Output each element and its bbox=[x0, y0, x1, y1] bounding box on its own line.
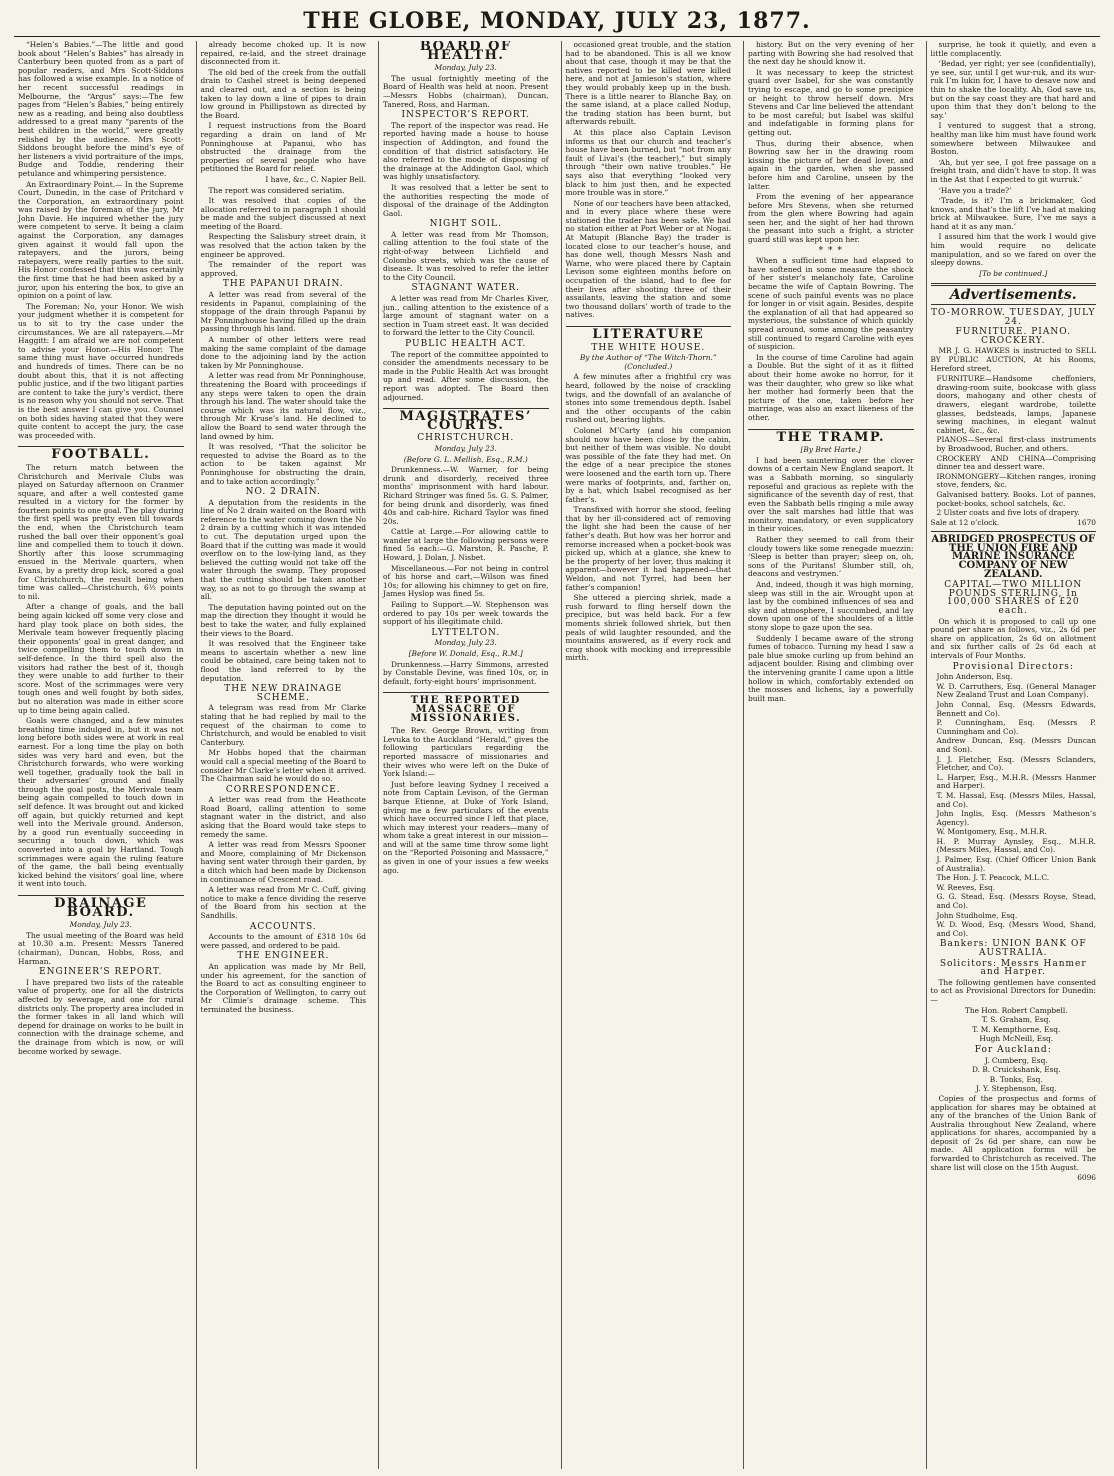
article-paragraph: A letter was read from Messrs Spooner and Moore, complaining of Mr Dickenson having sent water through their garden, by a ditch which had been made by Dickenson in continuance of Crescent road. bbox=[200, 840, 366, 884]
article-paragraph: A letter was read from Mr Charles Kiver, jun., calling attention to the existence of a large amount of stagnant water on a section in Tuam street east. It was decided to forward the letter to the City Council. bbox=[383, 294, 549, 338]
article-paragraph: The report of the inspector was read. He reported having made a house to house inspection of Addington, and found the condition of that district satisfactory. He also referred to the mode of disposing of the drainage at the Addington Gaol, which was highly unsatisfactory. bbox=[383, 120, 549, 182]
article-paragraph: surprise, he took it quietly, and even a little complacently. bbox=[930, 41, 1096, 58]
article-paragraph: Rather they seemed to call from their cloudy towers like some renegade muezzin: ‘Sleep is better than prayer; sleep on, oh, sons of the Puritans! Slumber still, oh, deacons and vestrymen.’ bbox=[748, 535, 914, 579]
subheading: PUBLIC HEALTH ACT. bbox=[405, 339, 527, 349]
columns bbox=[14, 41, 1100, 1469]
article-paragraph: ‘Have you a trade?’ bbox=[938, 185, 1012, 195]
directors-heading: Provisional Directors: bbox=[952, 661, 1074, 672]
article-paragraph: already become choked up. It is now repaired, re-laid, and the street drainage disconnected from it. bbox=[200, 41, 366, 67]
director: John Connal, Esq. (Messrs Edwards, Bennett and Co). bbox=[936, 699, 1096, 718]
article-paragraph: Accounts to the amount of £318 10s 6d were passed, and ordered to be paid. bbox=[200, 932, 366, 950]
article-paragraph: In the course of time Caroline had again a Double. But the sight of it as it flitted about their home awoke no horror, for it was their daughter, who grew so like what her mother had formerly been that the picture of the one, taken before her marriage, was also an exact likeness of the other. bbox=[748, 352, 914, 422]
auckland-director: J. Cumberg, Esq. bbox=[984, 1055, 1048, 1065]
literature-heading: LITERATURE bbox=[566, 326, 732, 340]
drainage-board-heading: DRAINAGE BOARD. bbox=[18, 895, 184, 917]
dateline: [Before W. Donald, Esq., R.M.] bbox=[408, 649, 523, 658]
article-paragraph: ‘Ah, but yer see, I got free passage on a freight train, and didn’t have to stop. It was in the Ast that I expected to git wurruk.’ bbox=[930, 157, 1096, 184]
divider bbox=[931, 283, 1097, 286]
subheading: NIGHT SOIL. bbox=[429, 219, 502, 230]
dunedin-director: Hugh McNeill, Esq. bbox=[979, 1034, 1054, 1044]
masthead: THE GLOBE, MONDAY, JULY 23, 1877. bbox=[14, 6, 1100, 37]
article-paragraph: Miscellaneous.—For not being in control of his horse and cart,—Wilson was fined 10s; for allowing his chimney to get on fire, James Hyslop was fined 5s. bbox=[383, 563, 549, 599]
director: John Studholme, Esq. bbox=[936, 910, 1018, 920]
article-paragraph: A letter was read from Mr C. Cuff, giving notice to make a fence dividing the reserve of the Board from his section at the Sandhills. bbox=[200, 885, 366, 920]
article-paragraph: I request instructions from the Board regarding a drain on land of Mr Ponninghouse at Papanui, who has obstructed the drainage from the properties of several people who have petitioned the Board for relief. bbox=[200, 121, 366, 174]
director: H. P. Murray Aynsley, Esq., M.H.R. (Messrs Miles, Hassal, and Co). bbox=[936, 836, 1096, 855]
subheading: ACCOUNTS. bbox=[249, 921, 317, 932]
story-author: [By Bret Harte.] bbox=[800, 445, 861, 455]
director: Andrew Duncan, Esq. (Messrs Duncan and Son). bbox=[936, 736, 1096, 754]
dateline: Monday, July 23. bbox=[69, 920, 132, 930]
dateline: (Before G. L. Mellish, Esq., R.M.) bbox=[403, 454, 528, 464]
auckland-director: B. Tonks, Esq. bbox=[989, 1074, 1043, 1084]
article-paragraph: From the evening of her appearance before Mrs Stevens, when she returned from the glen where Bowring had again seen her, and the sight of her had thrown the peasant into such a fright, a stricter guard still was kept upon her. bbox=[748, 192, 914, 245]
subheading: ENGINEER’S REPORT. bbox=[39, 967, 163, 978]
column-4 bbox=[561, 41, 736, 1469]
divider bbox=[931, 304, 1097, 305]
subheading: THE ENGINEER. bbox=[237, 951, 330, 962]
ad-lot: FURNITURE—Handsome cheffoniers, drawing-room suite, bookcase with glass doors, mahogany and other chests of drawers, elegant wardrobe, toilette glasses, bedsteads, lamps, Japanese sewing machines, in elegant walnut cabinet, &c., &c. bbox=[936, 374, 1096, 435]
divider bbox=[931, 531, 1097, 532]
article-paragraph: The report was considered seriatim. bbox=[208, 185, 345, 195]
article-paragraph: The remainder of the report was approved. bbox=[200, 260, 366, 278]
director: John Inglis, Esq. (Messrs Matheson’s Agency). bbox=[936, 809, 1096, 827]
article-paragraph: The usual fortnightly meeting of the Board of Health was held at noon. Present—Messrs Hobbs (chairman), Duncan, Tanered, Ross, and Harman. bbox=[383, 73, 549, 109]
article-paragraph: An Extraordinary Point.— In the Supreme Court, Dunedin, in the case of Pritchard v the Corporation, an extraordinary point was raised by the foreman of the jury, Mr John Davie. He inquired whether the jury were competent to serve. It being a claim against the Corporation, any damages given against it would fall upon the ratepayers, and the jurors, being ratepayers, were really parties to the suit. His Honor confessed that this was certainly the first time that he had been asked by a juror, upon his entering the box, to give an opinion on a point of law. bbox=[18, 179, 184, 301]
story-title: THE WHITE HOUSE. bbox=[591, 342, 706, 353]
column-2 bbox=[196, 41, 371, 1469]
article-paragraph: I have prepared two lists of the rateable value of property, one for all the districts affected by sewerage, and one for rural districts only. The property area included in the former takes in all land which will depend for drainage on works to be built in connection with the drainage scheme, and the drainage from which is now, or will become worked by sewage. bbox=[18, 977, 184, 1056]
article-paragraph: And, indeed, though it was high morning, sleep was still in the air. Wrought upon at last by the combined influences of sea and sky and atmosphere, I succumbed, and lay down upon one of the shoulders of a little stony slope to gaze upon the sea. bbox=[748, 580, 914, 632]
column-5 bbox=[743, 41, 918, 1469]
subheading: STAGNANT WATER. bbox=[411, 283, 520, 294]
dunedin-director: The Hon. Robert Campbell. bbox=[964, 1005, 1068, 1015]
football-heading: FOOTBALL. bbox=[18, 446, 184, 460]
ad-lot: Galvanised battery. Books. Lot of pannes, pocket-books, school satchels, &c. bbox=[936, 489, 1096, 508]
article-paragraph: I had been sauntering over the clover downs of a certain New England seaport. It was a Sabbath morning, so singularly reposeful and gracious as replete with the significance of the seventh day of rest, that even the Sabbath bells ringing a mile away over the salt marshes had little that was monitory, mandatory, or even supplicatory in their voices. bbox=[748, 455, 914, 534]
magistrates-courts-heading: MAGISTRATES’ COURTS. bbox=[383, 408, 549, 430]
article-paragraph: An application was made by Mr Bell, under his agreement, for the sanction of the Board to act as consulting engineer to the Corporation of Wellington, to carry out Mr Climie’s drainage scheme. This terminated the business. bbox=[200, 961, 366, 1014]
story-author: By the Author of “The Witch-Thorn.” (Concluded.) bbox=[579, 353, 717, 371]
auckland-director: J. Y. Stephenson, Esq. bbox=[975, 1084, 1057, 1094]
article-paragraph: “Helen’s Babies.”—The little and good book about “Helen’s Babies” has already in Canterbury been quoted from as a part of popular readers, and Mrs Scott-Siddons has followed a wise example. In a notice of her recent successful readings in Melbourne, the “Argus” says:—The few pages from “Helen’s Babies,” being entirely new as a reading, and being also doubtless addressed to a great many “parents of the best children in the world,” were greatly relished by the audience. Mrs Scott-Siddons brought before the mind’s eye of her listeners a vivid portraiture of the imps, Budge and Toddie, rendering their petulance and whimpering persistence. bbox=[18, 41, 184, 178]
ad-lot: IRONMONGERY—Kitchen ranges, ironing stove, fenders, &c. bbox=[936, 471, 1096, 490]
article-paragraph: It was resolved, “That the solicitor be requested to advise the Board as to the action to be taken against Mr Ponninghouse for obstructing the drain, and to take action accordingly.” bbox=[200, 442, 366, 486]
article-paragraph: Failing to Support.—W. Stephenson was ordered to pay 10s per week towards the support of his illegitimate child. bbox=[383, 600, 549, 627]
ad-text: Copies of the prospectus and forms of application for shares may be obtained at any of the branches of the Union Bank of Australia throughout New Zealand, where applications for shares, accompanied by a deposit of 2s 6d per share, can now be made. All application forms will be forwarded to Christchurch as received. The share list will close on the 15th August. bbox=[930, 1093, 1096, 1172]
article-paragraph: Just before leaving Sydney I received a note from Captain Levison, of the German barque Etienne, at Duke of York Island, giving me a few particulars of the events which have occurred since I left that place, which may interest your readers—many of whom take a great interest in our mission—and will at the same time throw some light on the “Reported Poisoning and Massacre,” as given in one of your issues a few weeks ago. bbox=[383, 779, 549, 875]
director: W. Reeves, Esq. bbox=[936, 882, 996, 892]
article-paragraph: I ventured to suggest that a strong, healthy man like him must have found work somewhere between Milwaukee and Boston. bbox=[930, 121, 1096, 157]
article-paragraph: A number of other letters were read making the same complaint of the damage done to the adjoining land by the action taken by Mr Ponninghouse. bbox=[200, 335, 366, 370]
article-paragraph: Goals were changed, and a few minutes breathing time indulged in, but it was not long before both sides were at work in real earnest. For a long time the play on both sides was very hard and even, but the Christchurch forwards, who were working well together, gradually took the ball in their adversaries’ ground and finally through the goal posts, the Merivale team being again compelled to touch down in self defence. It was brought out and kicked off again, but quickly returned and kept well into the Merivale ground. Anderson, by a good run eventually succeeding in securing a touch down, which was converted into a goal by Hartland. Tough scrimmages were again the ruling feature of the game, the ball being eventually kicked behind the visitors’ goal line, where it went into touch. bbox=[18, 716, 184, 889]
article-paragraph: It was resolved that copies of the allocation referred to in paragraph 1 should be made and the subject discussed at next meeting of the Board. bbox=[200, 196, 366, 231]
subheading: THE PAPANUI DRAIN. bbox=[222, 279, 344, 290]
article-paragraph: A few minutes after a frightful cry was heard, followed by the noise of crackling twigs, and the downfall of an avalanche of stones into some tremendous depth. Isabel and the other occupants of the cabin rushed out, bearing lights. bbox=[565, 372, 731, 425]
article-paragraph: ‘Trade, is it? I’m a brickmaker, God knows, and that’s the lift I’ve had at making brick at Milwaukee. Sure, I’ve me says a hand at it as any man.’ bbox=[930, 196, 1096, 231]
director: J. J. Fletcher, Esq. (Messrs Sclanders, Fletcher, and Co). bbox=[936, 754, 1096, 773]
subheading: CORRESPONDENCE. bbox=[225, 784, 341, 795]
ad-text: MR J. G. HAWKES is instructed to SELL BY PUBLIC AUCTION, At his Rooms, Hereford street, bbox=[930, 346, 1096, 373]
article-paragraph: The report of the committee appointed to consider the amendments necessary to be made in the Public Health Act was brought up and read. After some discussion, the report was adopted. The Board then adjourned. bbox=[383, 349, 549, 402]
director: J. Palmer, Esq. (Chief Officer Union Bank of Australia). bbox=[936, 855, 1096, 873]
article-paragraph: Thus, during their absence, when Bowring saw her in the drawing room kissing the picture of her dead lover, and again in the garden, when she passed before him and Caroline, unseen by the latter. bbox=[748, 138, 914, 191]
column-3 bbox=[378, 41, 553, 1469]
article-paragraph: None of our teachers have been attacked, and in every place where these were stationed the trader has been safe. We had no station either at Port Weber or at Nogai. At Matupit (Blanche Bay) the trader is located close to our teacher’s house, and has done well, though Messrs Nash and Warne, who were placed there by Captain Levison some eighteen months before on occupation of the island, had to flee for their lives after shooting three of their assailants, leaving the station and some two thousand dollars’ worth of trade to the natives. bbox=[565, 198, 731, 320]
article-paragraph: A letter was read from the Heathcote Road Board, calling attention to some stagnant water in the district, and also asking that the Board would take steps to remedy the same. bbox=[200, 795, 366, 839]
column-6 bbox=[926, 41, 1101, 1469]
article-paragraph: The Foreman: No, your Honor. We wish your judgment whether it is competent for us to sit to try the case under the circumstances. We are all ratepayers.—Mr Haggitt: I am afraid we are not competent to advise your Honor.—His Honor: The same thing must have occurred hundreds and hundreds of times. There can be no doubt about this, that it is not affecting public justice, and if the two litigant parties are content to take the jury’s verdict, there is no reason why you should not serve. That is the best answer I can give you. Counsel on both sides having stated that they were quite content to accept the jury, the case was proceeded with. bbox=[18, 301, 184, 440]
ad-lot: 2 Ulster coats and five lots of drapery. bbox=[936, 508, 1080, 518]
article-paragraph: Drunkenness.—Harry Simmons, arrested by Constable Devine, was fined 10s, or, in default, forty-eight hours’ imprisonment. bbox=[383, 659, 549, 686]
dateline: Monday, July 23. bbox=[434, 638, 497, 648]
ad-text: The following gentlemen have consented to act as Provisional Directors for Dunedin:— bbox=[930, 977, 1096, 1004]
ad-text: On which it is proposed to call up one pound per share as follows, viz., 2s 6d per share on application, 2s 6d on allotment and six further calls of 2s 6d each at intervals of Four Months. bbox=[930, 616, 1096, 660]
article-paragraph: It was necessary to keep the strictest guard over Isabel, for she was constantly trying to escape, and go to some precipice or height to throw herself down. Mrs Stevens and Car line believed the attendant to be most careful; but Isabel was skilful and indefatigable in forming plans for getting out. bbox=[748, 67, 914, 137]
board-of-health-heading: BOARD OF HEALTH. bbox=[419, 41, 512, 63]
article-paragraph: The return match between the Christchurch and Merivale Clubs was played on Saturday afternoon on Cranmer square, and after a well contested game resulted in a victory for the former by fourteen points to one goal. The play during the first spell was pretty even till towards the end, when the Christchurch team rushed the ball over their opponent’s goal line and compelled them to touch it down. Shortly after this loose scrummaging ensued in the Merivale quarters, when Evans, by a pretty drop kick, scored a goal for Christchurch, the result being when time was called—Christchurch, 6½ points to nil. bbox=[18, 462, 184, 601]
article-paragraph: After a change of goals, and the ball being again kicked off some very close and hard play took place on both sides, the Merivale team however frequently placing their opponents’ goal in great danger, and twice compelling them to touch down in self-defence. In the third spell also the visitors had rather the best of it, though they were unable to add further to their score. Most of the scrimmages were very tough ones and well fought by both sides, but no alteration was made in either score up to time being again called. bbox=[18, 602, 184, 715]
subheading: INSPECTOR’S REPORT. bbox=[401, 110, 531, 121]
the-tramp-heading: THE TRAMP. bbox=[748, 429, 914, 443]
article-paragraph: She uttered a piercing shriek, made a rush forward to fling herself down the precipice, but was held back. For a few moments shriek followed shriek, but then peals of wild laughter resounded, and the mountains answered, as if every rock and crag shook with mocking and irrepressible mirth. bbox=[565, 593, 731, 663]
article-paragraph: A telegram was read from Mr Clarke stating that he had replied by mail to the request of the chairman to come to Christchurch, and would be enabled to visit Canterbury. bbox=[200, 703, 366, 747]
bankers: Bankers: UNION BANK OF AUSTRALIA. bbox=[939, 939, 1087, 958]
director: T. M. Hassal, Esq. (Messrs Miles, Hassal, and Co). bbox=[936, 790, 1096, 809]
article-paragraph: The deputation having pointed out on the map the direction they thought it would be best to take the water, and fully explained their views to the Board. bbox=[200, 602, 366, 638]
prospectus-heading: ABRIDGED PROSPECTUS OF THE UNION FIRE AND MARINE INSURANCE COMPANY OF NEW ZEALAND. bbox=[931, 534, 1096, 580]
subheading: LYTTELTON. bbox=[431, 627, 501, 638]
article-paragraph: Mr Hobbs hoped that the chairman would call a special meeting of the Board to consider Mr Clarke’s letter when it arrived. The Chairman said he would do so. bbox=[200, 748, 366, 784]
article-paragraph: occasioned great trouble, and the station had to be abandoned. This is all we know about that case, though it may be that the natives reported to be killed were killed here, and not at Jamieson’s station, where they would probably keep up in the bush. There is a little nearer to Blanche Bay, on the same island, at a place called Nodup, the trading station has been burnt, but afterwards rebuilt. bbox=[565, 41, 731, 127]
article-paragraph: Colonel M’Carty (and his companion should now have been close by the cabin, but neither of them was visible. No doubt was possible of the fate they had met. On the edge of a near precipice the stones were loosened and the earth torn up. There were marks of footprints, and, farther on, by a hat, which Isabel recognised as her father’s. bbox=[565, 425, 731, 504]
section-separator: * * * bbox=[818, 245, 843, 256]
subheading: NO. 2 DRAIN. bbox=[245, 487, 321, 498]
article-paragraph: ‘Bedad, yer right; yer see (confidentially), ye see, sur, until I get wur-ruk, and its wur-ruk I’m lukin for, I have to desave now and thin to shake the locality. Ah, God save us, but on the say coast they are that hard and upon thim that they don’t belong to the say.’ bbox=[930, 59, 1096, 120]
signature: I have, &c., C. Napier Bell. bbox=[265, 174, 366, 184]
article-paragraph: I assured him that the work I would give him would require no delicate manipulation, and so we fared on over the sleepy downs. bbox=[930, 232, 1096, 268]
to-be-continued: [To be continued.] bbox=[979, 268, 1048, 278]
article-paragraph: A letter was read from Mr Thomson, calling attention to the foul state of the right-of-way between Lichfield and Colombo streets, which was the cause of disease. It was resolved to refer the letter to the City Council. bbox=[383, 229, 549, 282]
ad-lot: PIANOS—Several first-class instruments by Broadwood, Bucher, and others. bbox=[936, 435, 1096, 453]
article-paragraph: The usual meeting of the Board was held at 10.30 a.m. Present: Messrs Tanered (chairman), Duncan, Hobbs, Ross, and Harman. bbox=[18, 930, 184, 966]
subheading: CHRISTCHURCH. bbox=[417, 433, 515, 444]
director: W. D. Wood, Esq. (Messrs Wood, Shand, and Co). bbox=[936, 920, 1096, 938]
advertisements-heading: Advertisements. bbox=[949, 287, 1077, 304]
solicitors: Solicitors: Messrs Hanmer and Harper. bbox=[939, 958, 1087, 978]
ad-lot: CROCKERY AND CHINA—Comprising dinner tea and dessert ware. bbox=[936, 453, 1096, 472]
article-paragraph: When a sufficient time had elapsed to have softened in some measure the shock of her sister’s melancholy fate, Caroline became the wife of Captain Bowring. The scene of such painful events was no place for longer in or visit again. Besides, despite the explanation of all that had appeared so mysterious, the substance of which quickly spread around, some among the peasantry still continued to regard Caroline with eyes of suspicion. bbox=[748, 256, 914, 352]
dateline: Monday, July 23. bbox=[434, 63, 497, 73]
article-paragraph: Respecting the Salisbury street drain, it was resolved that the action taken by the engineer be approved. bbox=[200, 232, 366, 259]
article-paragraph: A letter was read from Mr Ponninghouse, threatening the Board with proceedings if any steps were taken to open the drain through his land. The water should take the course which was its natural flow, viz., through Mr Kruse’s land. He declined to allow the Board to send water through the land owned by him. bbox=[200, 371, 366, 441]
article-paragraph: It was resolved that a letter be sent to the authorities respecting the mode of disposal of the drainage of the Addington Gaol. bbox=[383, 182, 549, 218]
director: John Anderson, Esq. bbox=[936, 672, 1013, 682]
article-paragraph: At this place also Captain Levison informs us that our church and teacher’s house have been burned, but “not from any fault of Livai’s (the teacher),” but simply through “their own native troubles.” He says also that everything “looked very black to him just then, and he expected more trouble was in store.” bbox=[565, 127, 731, 198]
column-1 bbox=[14, 41, 188, 1469]
article-paragraph: A deputation from the residents in the line of No 2 drain waited on the Board with reference to the water coming down the No 2 drain by a cutting which it was intended to cut. The deputation urged upon the Board that if the cutting was made it would overflow on to the low-lying land, as they believed the cutting would not take off the water through the swamp. They proposed that the cutting should be taken another way, so as not to go through the swamp at all. bbox=[200, 497, 366, 602]
director: L. Harper, Esq., M.H.R. (Messrs Hanmer and Harper). bbox=[936, 772, 1096, 791]
article-paragraph: Suddenly I became aware of the strong fumes of tobacco. Turning my head I saw a pale blue smoke curling up from behind an adjacent boulder. Rising and climbing over the intervening granite I came upon a little hollow in which, comfortably extended on the mosses and lichens, lay a powerfully built man. bbox=[748, 633, 914, 703]
sale-time: Sale at 12 o’clock. bbox=[930, 517, 1000, 527]
ad-number: 1670 bbox=[1077, 517, 1096, 527]
article-paragraph: It was resolved that the Engineer take means to ascertain whether a new line could be obtained, care being taken not to flood the land referred to by the deputation. bbox=[200, 639, 366, 683]
sale-line bbox=[931, 519, 1097, 528]
dunedin-director: T. S. Graham, Esq. bbox=[981, 1015, 1051, 1025]
article-paragraph: A letter was read from several of the residents in Papanui, complaining of the stoppage of the drain through Papanui by Mr Ponninghouse having filled up the drain passing through his land. bbox=[200, 290, 366, 334]
ad-date: TO-MORROW. TUESDAY, JULY 24. bbox=[931, 308, 1096, 327]
massacre-heading: THE REPORTED MASSACRE OF MISSIONARIES. bbox=[383, 692, 549, 723]
director: G. G. Stead, Esq. (Messrs Royse, Stead, and Co). bbox=[936, 892, 1096, 911]
ad-subject: FURNITURE. PIANO. CROCKERY. bbox=[955, 327, 1071, 346]
director: W. Montgomery, Esq., M.H.R. bbox=[936, 827, 1047, 837]
director: P. Cunningham, Esq. (Messrs P. Cunningham and Co). bbox=[936, 718, 1096, 736]
article-paragraph: Drunkenness.—W. Warner, for being drunk and disorderly, received three months’ imprisonment with hard labour. Richard Stringer was fined 5s. G. S. Palmer, for being drunk and disorderly, was fined 40s and cab-hire. Richard Taylor was fined 20s. bbox=[383, 465, 549, 526]
article-paragraph: Cattle at Large.—For allowing cattle to wander at large the following persons were fined 5s each:—G. Marston, R. Pasche, P. Howard, J. Dolan, J. Nisbet. bbox=[383, 527, 549, 563]
auckland-director: D. B. Cruickshank, Esq. bbox=[971, 1065, 1061, 1075]
article-paragraph: The Rev. George Brown, writing from Levuka to the Auckland “Herald,” gives the following particulars regarding the reported massacre of missionaries and their wives who were left on the Duke of York Island:— bbox=[383, 726, 549, 779]
dunedin-director: T. M. Kempthorne, Esq. bbox=[972, 1024, 1061, 1034]
article-paragraph: The old bed of the creek from the outfall drain to Cashel street is being deepened and cleared out, and a section is being taken to lay down a line of pipes to drain low ground in Phillipstown as directed by the Board. bbox=[200, 67, 366, 120]
subheading: THE NEW DRAINAGE SCHEME. bbox=[224, 684, 343, 703]
article-paragraph: Transfixed with horror she stood, feeling that by her ill-considered act of removing the light she had been the cause of her father’s death. But how was her horror and remorse increased when a pocket-book was picked up, which at a glance, she knew to be the property of her lover, thus making it apparent—however it had happened—that Weldon, and not Tyrrel, had been her father’s companion! bbox=[565, 505, 731, 592]
director: The Hon. J. T. Peacock, M.L.C. bbox=[936, 873, 1050, 883]
ad-number: 6096 bbox=[1077, 1173, 1096, 1183]
dateline: Monday, July 23. bbox=[434, 443, 497, 453]
auckland-heading: For Auckland: bbox=[974, 1044, 1052, 1055]
article-paragraph: history. But on the very evening of her parting with Bowring she had resolved that the next day he should know it. bbox=[748, 41, 914, 67]
capital-heading: CAPITAL—TWO MILLION POUNDS STERLING, In 100,000 SHARES of £20 each. bbox=[944, 580, 1083, 617]
director: W. D. Carruthers, Esq. (General Manager New Zealand Trust and Loan Company). bbox=[936, 681, 1096, 700]
